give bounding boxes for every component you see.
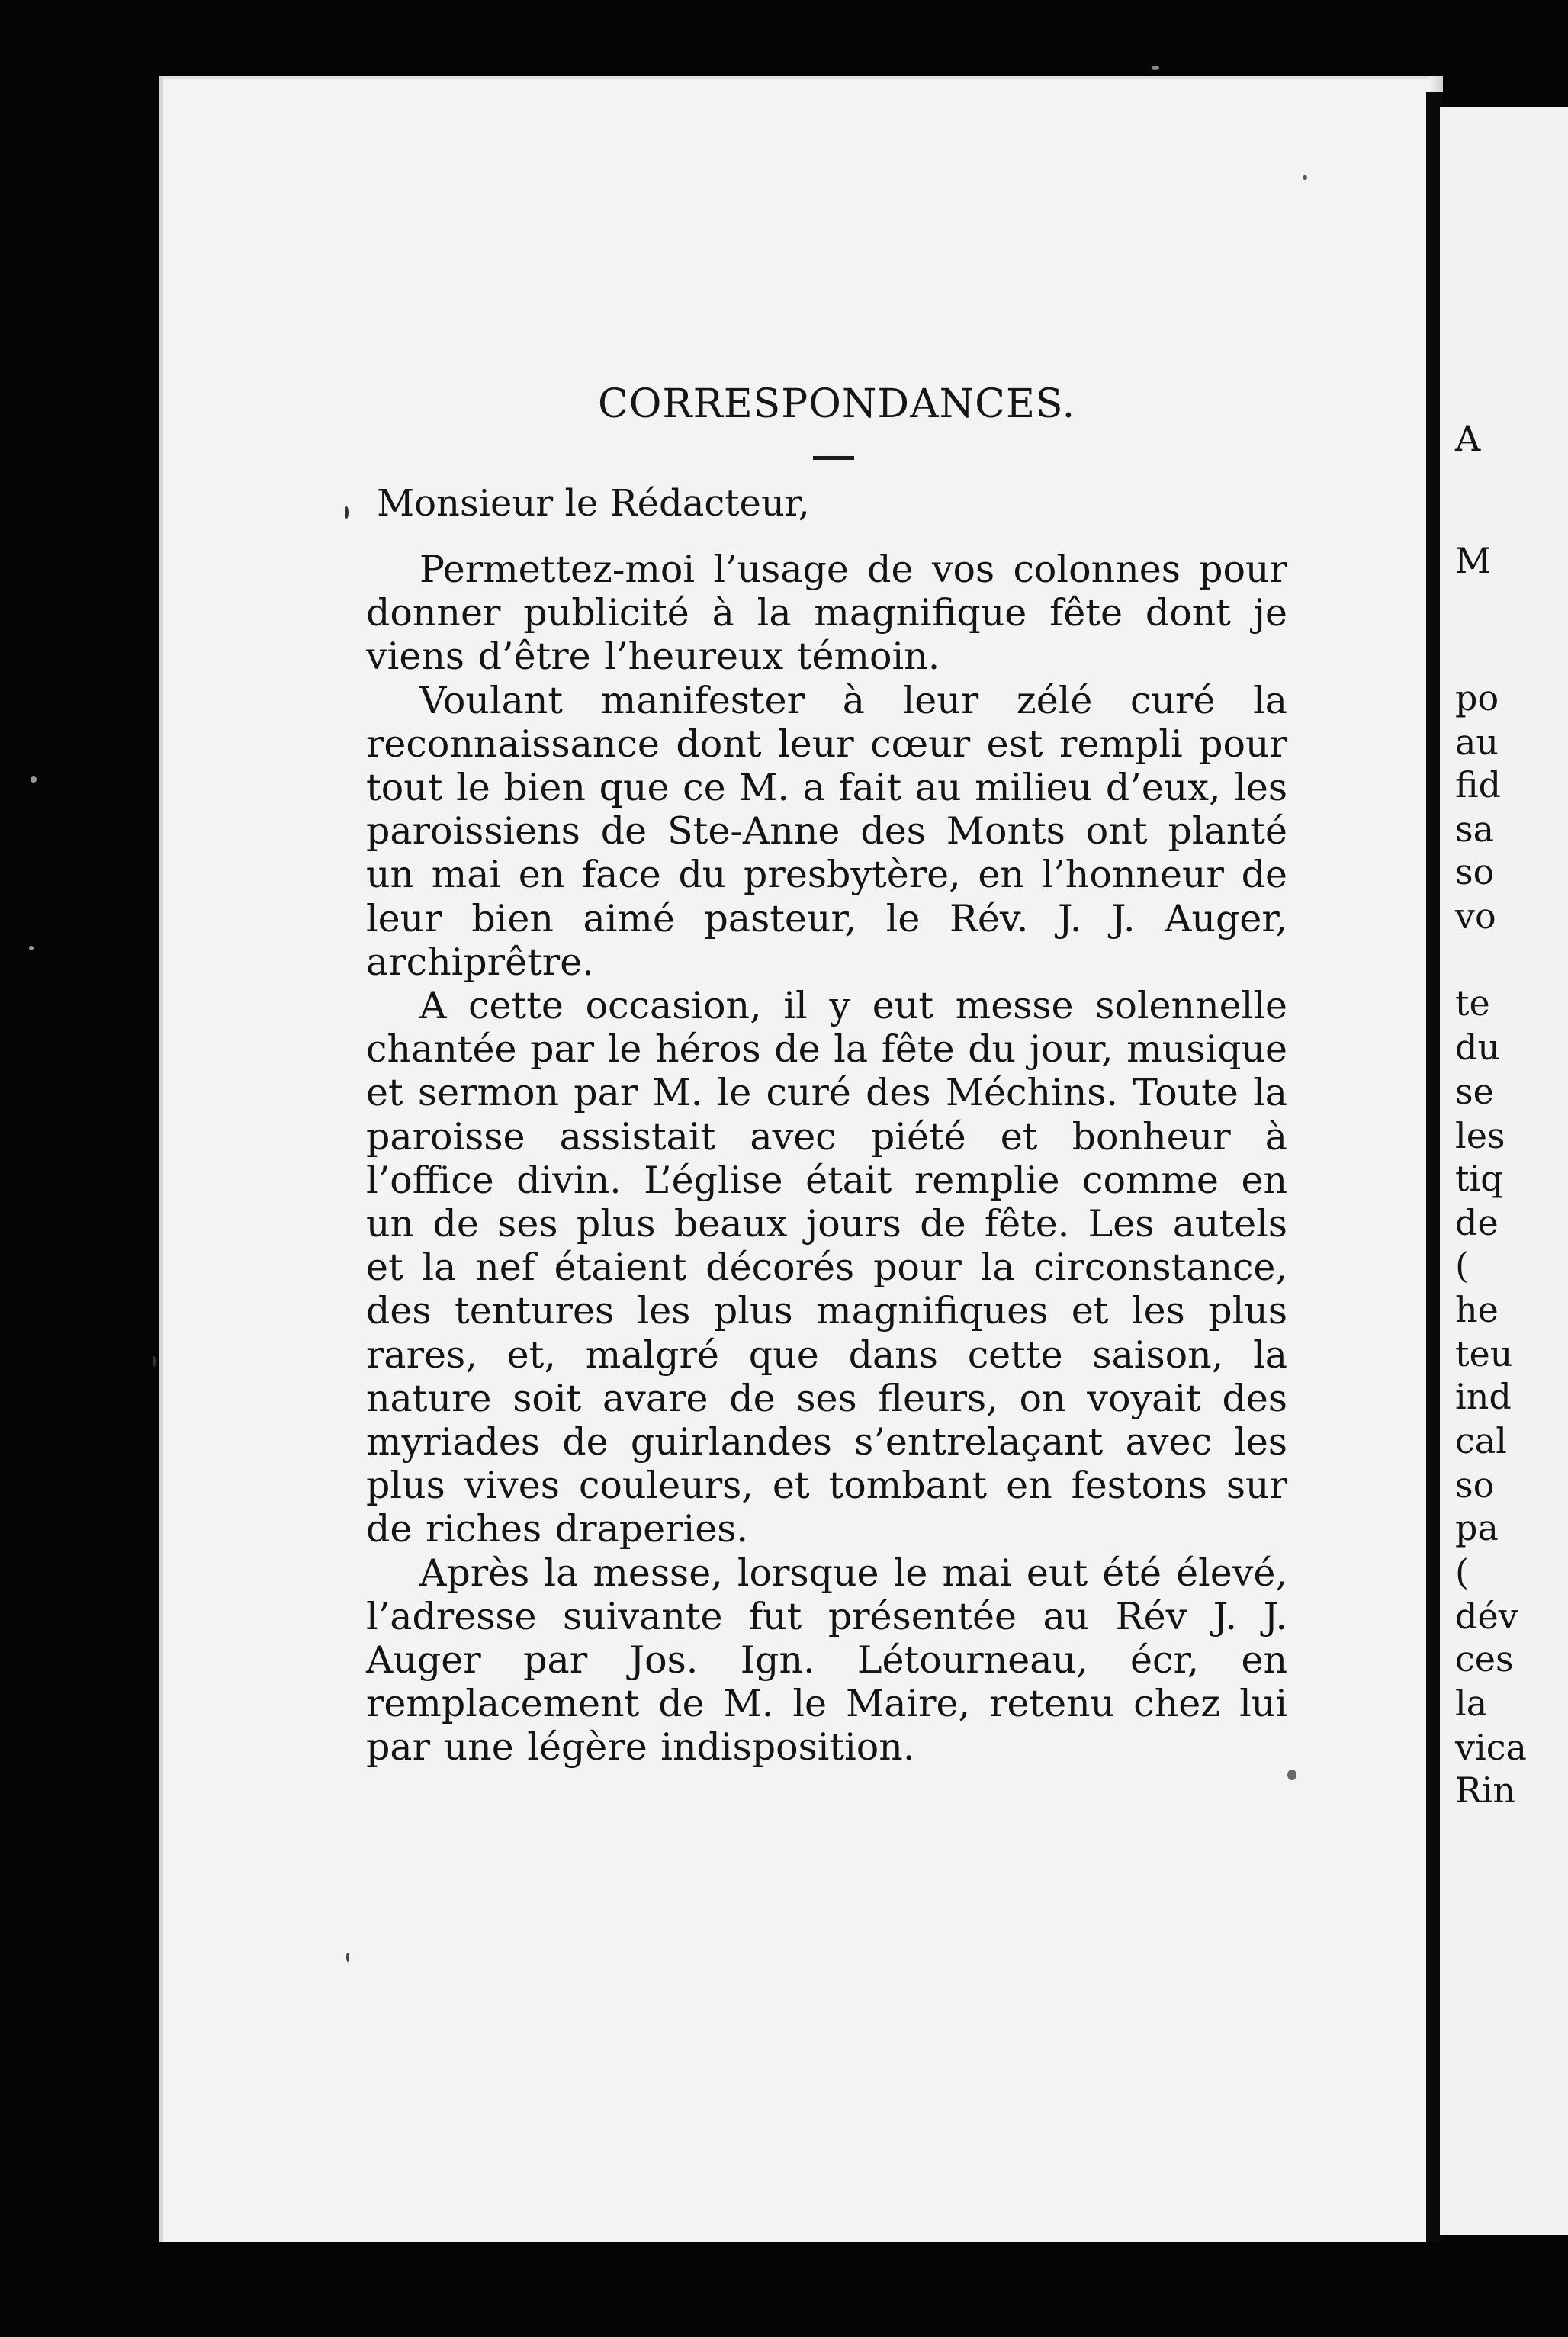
facing-fragment: po [1455,677,1499,718]
facing-fragment: M [1455,540,1492,581]
facing-fragment: se [1455,1071,1494,1112]
facing-fragment: tiq [1455,1158,1503,1199]
facing-fragment: pa [1455,1507,1499,1548]
scan-speck [29,946,34,950]
facing-fragment: la [1455,1683,1488,1724]
facing-fragment: so [1455,851,1495,892]
facing-fragment: au [1455,722,1499,763]
facing-fragment: ind [1455,1376,1512,1417]
facing-fragment: sa [1455,808,1495,850]
facing-fragment: du [1455,1027,1501,1068]
paragraph: Voulant manifester à leur zélé curé la reconnaissance dont leur cœur est rempli pour tout le bien que ce M. a fait au milieu d’eux, les paroissiens de Ste-Anne des Monts ont planté un mai en face du presbytère, en l’honneur de leur bien aimé pasteur, le Rév. J. J. Auger, archiprêtre. [366,678,1287,984]
facing-fragment: teu [1455,1333,1513,1374]
facing-fragment: A [1455,418,1481,459]
salutation: Monsieur le Rédacteur, [377,482,810,525]
title-rule [813,456,854,460]
page-title: CORRESPONDANCES. [598,381,1076,427]
facing-fragment: ces [1455,1638,1514,1680]
scan-speck [1287,1770,1296,1780]
facing-fragment: ( [1455,1245,1469,1286]
scan-speck [1303,175,1307,180]
facing-fragment: vo [1455,895,1496,937]
scan-speck [153,1356,156,1367]
facing-page [1440,107,1568,2235]
scan-speck [1152,66,1159,70]
facing-fragment: les [1455,1115,1505,1156]
paragraph: Après la messe, lorsque le mai eut été élevé, l’adresse suivante fut présentée au Rév J. J. Auger par Jos. Ign. Létourneau, écr, en remplacement de M. le Maire, retenu chez lui par une légère indisposition. [366,1551,1287,1770]
facing-fragment: te [1455,982,1490,1024]
scan-speck [345,506,349,519]
paragraph: A cette occasion, il y eut messe solennelle chantée par le héros de la fête du jour, musique et sermon par M. le curé des Méchins. Toute la paroisse assistait avec piété et bonheur à l’office divin. L’église était remplie comme en un de ses plus beaux jours de fête. Les autels et la nef étaient décorés pour la circonstance, des tentures les plus magnifiques et les plus rares, et, malgré que dans cette saison, la nature soit avare de ses fleurs, on voyait des myriades de guirlandes s’entrelaçant avec les plus vives couleurs, et tombant en festons sur de riches draperies. [366,984,1287,1551]
scan-speck [31,776,37,783]
facing-fragment: vica [1455,1727,1527,1768]
facing-fragment: ( [1455,1551,1469,1593]
facing-fragment: so [1455,1464,1495,1506]
facing-fragment: he [1455,1289,1499,1330]
facing-fragment: Rin [1455,1770,1515,1811]
facing-fragment: dév [1455,1596,1518,1637]
facing-fragment: de [1455,1202,1499,1243]
paragraph: Permettez-moi l’usage de vos colonnes pour donner publicité à la magnifique fête dont je viens d’être l’heureux témoin. [366,548,1287,679]
facing-fragment: fid [1455,764,1502,805]
facing-fragment: cal [1455,1420,1507,1461]
letter-body [366,548,1287,1770]
scan-speck [346,1953,349,1962]
